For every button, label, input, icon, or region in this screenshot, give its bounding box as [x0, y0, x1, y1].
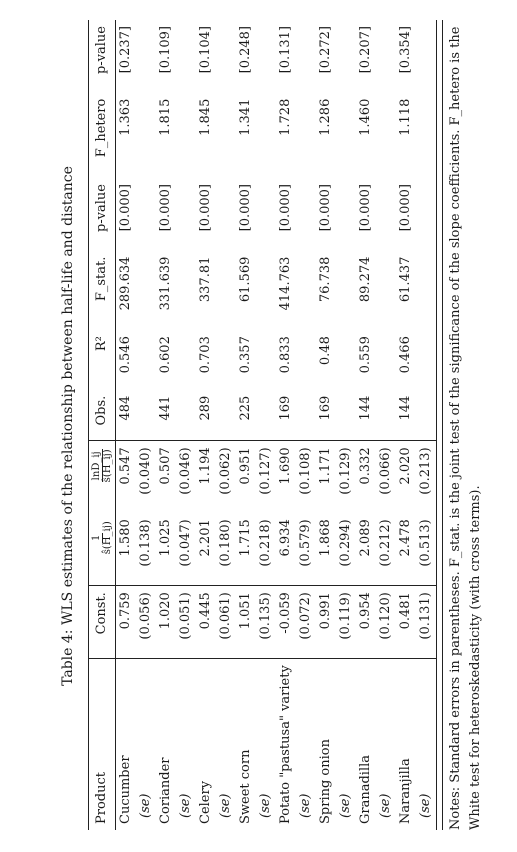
- const-se: (0.056): [136, 586, 156, 659]
- empty-cell: [416, 251, 437, 331]
- fhetero-value: 1.118: [398, 98, 413, 136]
- table-notes: Notes: Standard errors in parentheses. F_stat. is the joint test of the significance of the slope coefficients. F_hetero is the White test for heteroskedasticity (with cross terms).: [442, 20, 486, 830]
- const-se: (0.119): [336, 586, 356, 659]
- empty-cell: [296, 330, 316, 390]
- se-label: (se): [416, 659, 437, 830]
- empty-cell: [376, 390, 396, 441]
- obs-count: 169: [318, 395, 333, 421]
- r2-value: 0.48: [318, 336, 333, 366]
- fhetero-value: 1.728: [278, 98, 293, 136]
- product-name: Cucumber: [116, 659, 137, 830]
- col-header-inv-s-num: 1: [90, 534, 102, 541]
- inv-s-coef: 1.580: [118, 519, 133, 557]
- lnd-s-se: (0.040): [136, 441, 156, 513]
- empty-cell: [256, 390, 276, 441]
- lnd-s-coef: 1.194: [196, 441, 216, 513]
- r2-value: 0.466: [398, 336, 413, 374]
- product-name: Celery: [196, 659, 216, 830]
- table-row: [156, 20, 176, 830]
- col-header-r2: R²: [94, 336, 109, 352]
- const-se: (0.135): [256, 586, 276, 659]
- empty-cell: [176, 251, 196, 331]
- empty-cell: [376, 251, 396, 331]
- lnd-s-coef: 0.547: [116, 441, 137, 513]
- r2-value: 0.703: [198, 336, 213, 374]
- lnd-s-se: (0.062): [216, 441, 236, 513]
- empty-cell: [336, 20, 356, 93]
- col-header-inv-s: [89, 513, 116, 585]
- lnd-s-se: (0.108): [296, 441, 316, 513]
- se-label: (se): [376, 659, 396, 830]
- table-body: [116, 20, 437, 830]
- const-value: 0.481: [396, 586, 416, 659]
- header-row: [89, 20, 116, 830]
- pvalue-1: [0.000]: [158, 183, 173, 232]
- se-row: [416, 20, 437, 830]
- inv-s-se: (0.212): [378, 519, 393, 567]
- se-label: (se): [176, 659, 196, 830]
- empty-cell: [136, 330, 156, 390]
- table-row: [316, 20, 336, 830]
- table-row: [356, 20, 376, 830]
- r2-value: 0.833: [278, 336, 293, 374]
- fstat-value: 414.763: [278, 256, 293, 311]
- lnd-s-se: (0.127): [256, 441, 276, 513]
- inv-s-coef: 1.868: [318, 519, 333, 557]
- se-row: [256, 20, 276, 830]
- inv-s-coef: 1.025: [158, 519, 173, 557]
- table-row: [276, 20, 296, 830]
- const-se: (0.051): [176, 586, 196, 659]
- empty-cell: [336, 178, 356, 251]
- obs-count: 484: [118, 395, 133, 421]
- lnd-s-coef: 1.171: [316, 441, 336, 513]
- product-name: Coriander: [156, 659, 176, 830]
- se-row: [376, 20, 396, 830]
- table-row: [236, 20, 256, 830]
- fstat-value: 289.634: [118, 256, 133, 311]
- obs-count: 289: [198, 395, 213, 421]
- se-label: (se): [136, 659, 156, 830]
- inv-s-se: (0.218): [258, 519, 273, 567]
- product-name: Sweet corn: [236, 659, 256, 830]
- empty-cell: [216, 330, 236, 390]
- empty-cell: [296, 178, 316, 251]
- const-se: (0.120): [376, 586, 396, 659]
- pvalue-1: [0.000]: [118, 183, 133, 232]
- empty-cell: [296, 93, 316, 178]
- empty-cell: [176, 330, 196, 390]
- inv-s-se: (0.579): [298, 519, 313, 567]
- pvalue-2: [0.248]: [238, 26, 253, 74]
- obs-count: 441: [158, 395, 173, 421]
- empty-cell: [136, 93, 156, 178]
- lnd-s-coef: 1.690: [276, 441, 296, 513]
- col-header-pvalue-2: p-value: [94, 26, 109, 75]
- pvalue-2: [0.354]: [398, 26, 413, 74]
- inv-s-se: (0.180): [218, 519, 233, 567]
- pvalue-2: [0.207]: [358, 26, 373, 74]
- inv-s-se: (0.294): [338, 519, 353, 567]
- empty-cell: [176, 390, 196, 441]
- col-header-lnd-s-den: ŝ(H_ij): [101, 449, 113, 483]
- empty-cell: [296, 20, 316, 93]
- fhetero-value: 1.845: [198, 98, 213, 136]
- empty-cell: [176, 20, 196, 93]
- table-row: [116, 20, 137, 830]
- obs-count: 144: [358, 395, 373, 421]
- se-row: [336, 20, 356, 830]
- wls-estimates-table: [88, 20, 437, 830]
- inv-s-se: (0.047): [178, 519, 193, 567]
- r2-value: 0.559: [358, 336, 373, 374]
- r2-value: 0.357: [238, 336, 253, 374]
- lnd-s-se: (0.046): [176, 441, 196, 513]
- fstat-value: 61.437: [398, 256, 413, 303]
- const-value: 0.759: [116, 586, 137, 659]
- col-header-inv-s-den: ŝ(H_ij): [101, 521, 113, 555]
- se-label: (se): [216, 659, 236, 830]
- obs-count: 225: [238, 395, 253, 421]
- empty-cell: [416, 93, 437, 178]
- obs-count: 144: [398, 395, 413, 421]
- empty-cell: [136, 390, 156, 441]
- empty-cell: [416, 390, 437, 441]
- product-name: Granadilla: [356, 659, 376, 830]
- const-se: (0.072): [296, 586, 316, 659]
- lnd-s-se: (0.066): [376, 441, 396, 513]
- pvalue-1: [0.000]: [238, 183, 253, 232]
- col-header-const: Const.: [89, 586, 116, 659]
- pvalue-1: [0.000]: [318, 183, 333, 232]
- empty-cell: [216, 93, 236, 178]
- r2-value: 0.602: [158, 336, 173, 374]
- fhetero-value: 1.460: [358, 98, 373, 136]
- fhetero-value: 1.363: [118, 98, 133, 136]
- fstat-value: 331.639: [158, 256, 173, 311]
- pvalue-1: [0.000]: [398, 183, 413, 232]
- obs-count: 169: [278, 395, 293, 421]
- empty-cell: [336, 330, 356, 390]
- se-label: (se): [296, 659, 316, 830]
- lnd-s-se: (0.129): [336, 441, 356, 513]
- lnd-s-coef: 0.332: [356, 441, 376, 513]
- lnd-s-se: (0.213): [416, 441, 437, 513]
- const-value: -0.059: [276, 586, 296, 659]
- fstat-value: 89.274: [358, 256, 373, 303]
- empty-cell: [256, 20, 276, 93]
- empty-cell: [256, 251, 276, 331]
- col-header-fstat: F_stat.: [94, 256, 109, 302]
- empty-cell: [336, 390, 356, 441]
- empty-cell: [376, 178, 396, 251]
- inv-s-coef: 2.201: [198, 519, 213, 557]
- product-name: Potato "pastusa" variety: [276, 659, 296, 830]
- table-row: [396, 20, 416, 830]
- empty-cell: [216, 390, 236, 441]
- fstat-value: 337.81: [198, 256, 213, 303]
- empty-cell: [416, 20, 437, 93]
- empty-cell: [136, 178, 156, 251]
- empty-cell: [416, 330, 437, 390]
- fhetero-value: 1.341: [238, 98, 253, 136]
- const-value: 1.051: [236, 586, 256, 659]
- se-row: [216, 20, 236, 830]
- pvalue-1: [0.000]: [198, 183, 213, 232]
- const-se: (0.061): [216, 586, 236, 659]
- fstat-value: 76.738: [318, 256, 333, 303]
- product-name: Naranjilla: [396, 659, 416, 830]
- fhetero-value: 1.815: [158, 98, 173, 136]
- fhetero-value: 1.286: [318, 98, 333, 136]
- se-row: [136, 20, 156, 830]
- inv-s-se: (0.513): [418, 519, 433, 567]
- empty-cell: [296, 251, 316, 331]
- col-header-fhetero: F_hetero: [94, 98, 109, 158]
- const-se: (0.131): [416, 586, 437, 659]
- pvalue-2: [0.272]: [318, 26, 333, 74]
- empty-cell: [336, 93, 356, 178]
- empty-cell: [256, 178, 276, 251]
- inv-s-coef: 2.089: [358, 519, 373, 557]
- empty-cell: [176, 178, 196, 251]
- se-row: [296, 20, 316, 830]
- inv-s-se: (0.138): [138, 519, 153, 567]
- empty-cell: [256, 330, 276, 390]
- se-label: (se): [336, 659, 356, 830]
- fstat-value: 61.569: [238, 256, 253, 303]
- pvalue-2: [0.237]: [118, 26, 133, 74]
- empty-cell: [296, 390, 316, 441]
- pvalue-1: [0.000]: [278, 183, 293, 232]
- const-value: 0.445: [196, 586, 216, 659]
- empty-cell: [256, 93, 276, 178]
- col-header-pvalue-1: p-value: [94, 183, 109, 233]
- inv-s-coef: 1.715: [238, 519, 253, 557]
- lnd-s-coef: 0.951: [236, 441, 256, 513]
- r2-value: 0.546: [118, 336, 133, 374]
- const-value: 0.991: [316, 586, 336, 659]
- pvalue-2: [0.109]: [158, 26, 173, 74]
- se-row: [176, 20, 196, 830]
- empty-cell: [376, 93, 396, 178]
- product-name: Spring onion: [316, 659, 336, 830]
- col-header-lnd-s-num: lnD_ij: [90, 451, 102, 481]
- empty-cell: [376, 330, 396, 390]
- pvalue-2: [0.131]: [278, 26, 293, 74]
- empty-cell: [136, 20, 156, 93]
- col-header-product: Product: [89, 659, 116, 830]
- empty-cell: [216, 20, 236, 93]
- pvalue-1: [0.000]: [358, 183, 373, 232]
- empty-cell: [176, 93, 196, 178]
- empty-cell: [136, 251, 156, 331]
- table-caption: Table 4: WLS estimates of the relationship between half-life and distance: [60, 166, 76, 686]
- inv-s-coef: 2.478: [398, 519, 413, 557]
- se-label: (se): [256, 659, 276, 830]
- empty-cell: [216, 178, 236, 251]
- empty-cell: [336, 251, 356, 331]
- empty-cell: [416, 178, 437, 251]
- inv-s-coef: 6.934: [278, 519, 293, 557]
- table-row: [196, 20, 216, 830]
- empty-cell: [216, 251, 236, 331]
- pvalue-2: [0.104]: [198, 26, 213, 74]
- lnd-s-coef: 0.507: [156, 441, 176, 513]
- const-value: 0.954: [356, 586, 376, 659]
- lnd-s-coef: 2.020: [396, 441, 416, 513]
- empty-cell: [376, 20, 396, 93]
- col-header-lnd-s: [89, 441, 116, 513]
- col-header-obs: Obs.: [94, 395, 109, 426]
- const-value: 1.020: [156, 586, 176, 659]
